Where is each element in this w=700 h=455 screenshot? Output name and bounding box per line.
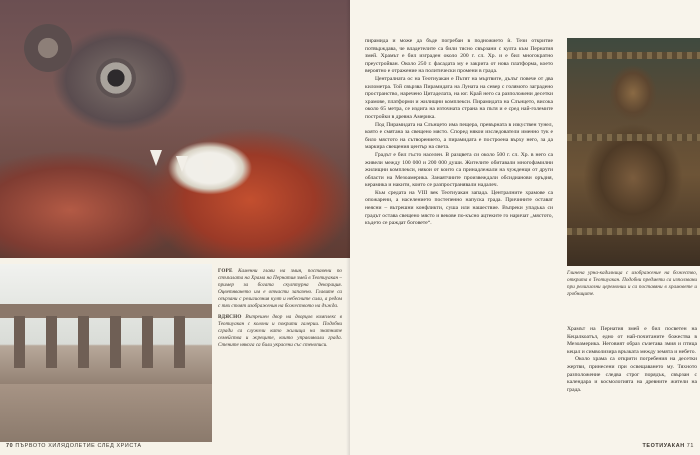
body-paragraph: Под Пирамидата на Слънцето има пещера, превърната в изкуствен тунел, която е смятана за свещено място. Според някои изследователи именно тук е било мястото на сътворението, а пирамидата е построена върху него, за да маркира свещения център на света. [365,121,553,151]
body-paragraph: Градът е бил гъсто населен. В разцвета си около 500 г. сл. Хр. в него са живели между 100 000 и 200 000 души. Жителите обитавали многофамилни жилищни комплекси, някои от които са принадлежали на чужденци от други области на Мезоамерика. Занаятчиите произвеждали обсидианови оръдия, керамика и накити, които се разпространявали надалеч. [365,151,553,189]
caption-top [218,268,342,311]
left-page-number: 70 [6,443,14,449]
relief-band [567,52,700,59]
main-text-column [365,38,553,438]
serpent-head-photo [0,0,350,258]
courtyard-floor [0,384,212,442]
serpent-eye [96,58,136,98]
caption-bottom [218,314,342,349]
courtyard-pillar [46,316,57,368]
right-caption: Глинена урна-кадилница с изображение на божество, открита в Теотиуакан. Подобни предмети са използвани при религиозни церемонии и са поставяни в храмовете и гробниците. [567,270,697,297]
courtyard-pillar [110,316,121,368]
courtyard-pillar [142,316,153,368]
body-paragraph: пирамида и може да бъде погребан в подножието ѝ. Тези откритие потвърждава, че владетелите са били тясно свързани с култа към Пернатия змей. Храмът е бил изграден около 200 г. сл. Хр. и е бил многократно преустройван. Около 250 г. фасадата му е закрита от нова платформа, което вероятно е отражение на политически промени в града. [365,38,553,75]
relief-photo [567,38,700,266]
caption-top-text: Каменни глави на змия, поставени по стъпалата на Храма на Пернатия змей в Теотиуакан – пример за богата скулптурна декорация. Оцветяването им е отчасти запазено. Главите са свързани с религиозния култ и небесните сили, а редом с тях стоят изображения на божеството на дъжда. [218,268,343,310]
caption-bottom-label: ВДЯСНО [218,313,242,320]
relief-band [567,134,700,141]
caption-top-label: ГОРЕ [218,268,233,274]
right-folio [643,443,694,449]
serpent-fang [202,160,214,176]
serpent-fang [150,150,162,166]
left-captions [218,268,342,418]
courtyard-pillar [174,316,185,368]
left-folio [6,443,142,449]
caption-bottom-text: Вътрешен двор на дворцов комплекс в Теотиуакан с колони и покрити галерии. Подобни сгради са служели като жилища на знатните семейства и жреците, които управлявали града. Стените някога са били украсени със стенописи. [218,313,343,348]
courtyard-pillar [78,316,89,368]
body-paragraph: Храмът на Пернатия змей е бил посветен на Кецалкоатъл, едно от най-почитаните божества в Мезоамерика. Неговият образ съчетава змия и птица кецал и символизира връзката между земята и небето. [567,326,697,355]
body-paragraph: Централната ос на Теотиуакан е Пътят на мъртвите, дълъг повече от два километра. Той свързва Пирамидата на Луната на север с голямото заградено пространство, наречено Цитаделата, на юг. Край него са разположени десетки храмове, платформи и жилищни комплекси. Пирамидата на Слънцето, висока около 65 метра, се издига на източната страна на пътя и е сред най-големите постройки в древна Америка. [365,75,553,120]
serpent-ornament [20,20,76,76]
body-paragraph: Към средата на VIII век Теотиуакан запада. Централните храмове са опожарени, а населението постепенно напуска града. Причините остават неясни – вътрешни конфликти, суша или нашествие. Въпреки упадъка си градът остава свещено място и векове по-късно ацтеките го наричат „мястото, където се раждат боговете“. [365,189,553,227]
relief-band [567,228,700,235]
body-paragraph: Около храма са открити погребения на десетки жертви, принесени при освещаването му. Тяхното разположение следва строг порядък, свързан с календара и космологията на древните жители на града. [567,356,697,393]
serpent-fang [176,156,188,172]
secondary-text-column [567,326,697,438]
courtyard-pillar [14,316,25,368]
right-page-number: 71 [686,443,694,449]
left-running-head: ПЪРВОТО ХИЛЯДОЛЕТИЕ СЛЕД ХРИСТА [15,443,142,449]
right-running-head: ТЕОТИУАКАН [642,443,685,449]
courtyard-photo [0,264,212,442]
